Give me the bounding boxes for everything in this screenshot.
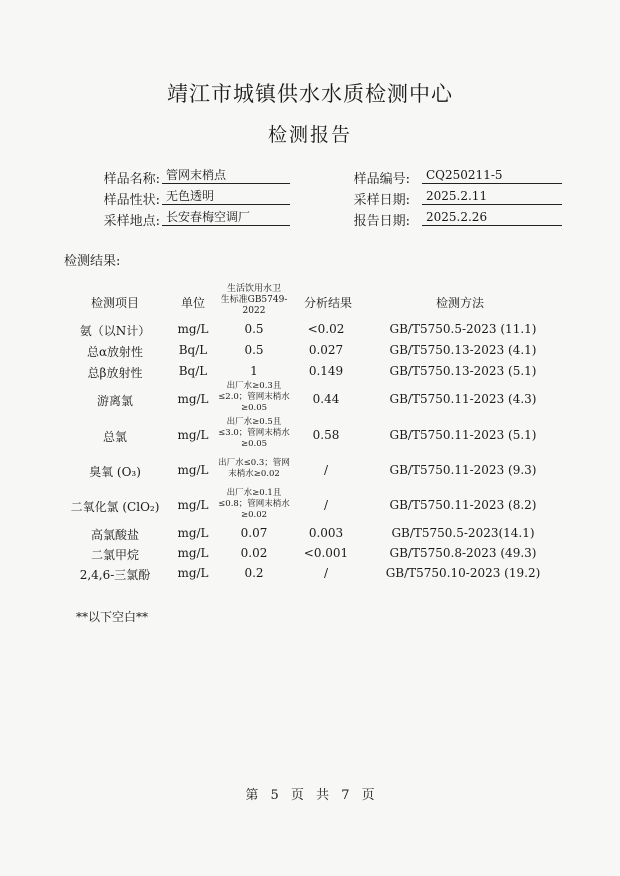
cell-standard: 1 [250,364,258,378]
table-row [0,381,620,413]
cell-item: 游离氯 [96,394,133,408]
cell-standard: 0.2 [244,566,264,580]
table-row [0,526,620,546]
cell-result: 0.027 [308,343,344,357]
cell-item: 二氯甲烷 [90,548,139,562]
header-standard-line1: 生活饮用水卫 [226,284,281,294]
cell-result: 0.58 [312,428,340,442]
cell-standard: 0.5 [244,343,264,357]
header-standard-line2: 生标准GB5749- [220,295,288,305]
header-item: 检测项目 [90,296,139,310]
table-row [0,343,620,363]
cell-unit: Bq/L [178,364,208,378]
sample-trait-label: 样品性状: [103,193,160,208]
cell-method: GB/T5750.13-2023 (4.1) [389,343,537,357]
blank-note: **以下空白** [76,610,149,624]
header-standard-line3: 2022 [242,306,266,316]
header-result: 分析结果 [303,296,352,310]
sample-location-label: 采样地点: [103,214,160,229]
cell-result: 0.149 [308,364,344,378]
table-row [0,417,620,449]
sample-id-value: CQ250211-5 [422,167,562,184]
cell-item: 总氯 [102,430,127,444]
cell-method: GB/T5750.10-2023 (19.2) [385,566,541,580]
cell-unit: Bq/L [178,343,208,357]
cell-standard: 0.02 [240,546,268,560]
report-subtitle: 检测报告 [267,124,352,146]
table-row [0,488,620,520]
cell-result: / [323,463,329,477]
sample-location-value: 长安春梅空调厂 [162,209,290,226]
cell-unit: mg/L [177,463,209,477]
cell-standard: 出厂水≥0.5且≤3.0；管网末梢水≥0.05 [218,417,290,449]
page-number: 第 5 页 共 7 页 [245,788,375,803]
cell-item: 总β放射性 [87,366,143,380]
cell-item: 二氧化氯 (ClO₂) [70,500,160,514]
cell-standard: 0.5 [244,322,264,336]
cell-standard: 出厂水≥0.3且≤2.0；管网末梢水≥0.05 [218,381,290,413]
cell-unit: mg/L [177,322,209,336]
cell-result: <0.02 [307,322,345,336]
cell-result: 0.44 [312,392,340,406]
header-method: 检测方法 [435,296,484,310]
report-date-label: 报告日期: [353,214,410,229]
table-row [0,546,620,566]
cell-item: 2,4,6-三氯酚 [79,568,151,582]
cell-standard: 出厂水≤0.3；管网末梢水≥0.02 [218,458,290,479]
cell-standard: 0.07 [240,526,268,540]
cell-unit: mg/L [177,566,209,580]
table-row [0,322,620,342]
sample-trait-value: 无色透明 [162,188,290,205]
header-unit: 单位 [180,296,205,310]
cell-item: 臭氧 (O₃) [89,465,141,479]
cell-item: 总α放射性 [86,345,144,359]
header-standard [218,284,290,317]
cell-method: GB/T5750.5-2023 (11.1) [389,322,537,336]
table-row [0,458,620,483]
cell-result: <0.001 [303,546,349,560]
results-label: 检测结果: [64,254,121,269]
cell-method: GB/T5750.5-2023(14.1) [391,526,535,540]
sample-date-label: 采样日期: [353,193,410,208]
cell-result: / [323,566,329,580]
cell-standard: 出厂水≥0.1且≤0.8；管网末梢水≥0.02 [218,488,290,520]
sample-date-value: 2025.2.11 [422,188,562,205]
cell-unit: mg/L [177,428,209,442]
cell-unit: mg/L [177,546,209,560]
sample-id-label: 样品编号: [353,172,410,187]
cell-method: GB/T5750.11-2023 (5.1) [389,428,537,442]
cell-method: GB/T5750.11-2023 (8.2) [389,498,537,512]
cell-method: GB/T5750.8-2023 (49.3) [389,546,537,560]
cell-item: 氨（以N计） [79,324,151,338]
sample-name-value: 管网末梢点 [162,167,290,184]
cell-item: 高氯酸盐 [90,528,139,542]
cell-method: GB/T5750.11-2023 (9.3) [389,463,537,477]
table-row [0,566,620,586]
sample-name-label: 样品名称: [103,172,160,187]
cell-unit: mg/L [177,526,209,540]
cell-method: GB/T5750.11-2023 (4.3) [389,392,537,406]
report-date-value: 2025.2.26 [422,209,562,226]
cell-result: 0.003 [308,526,344,540]
cell-result: / [323,498,329,512]
page-title: 靖江市城镇供水水质检测中心 [167,82,453,106]
table-row [0,364,620,384]
cell-unit: mg/L [177,392,209,406]
cell-method: GB/T5750.13-2023 (5.1) [389,364,537,378]
cell-unit: mg/L [177,498,209,512]
